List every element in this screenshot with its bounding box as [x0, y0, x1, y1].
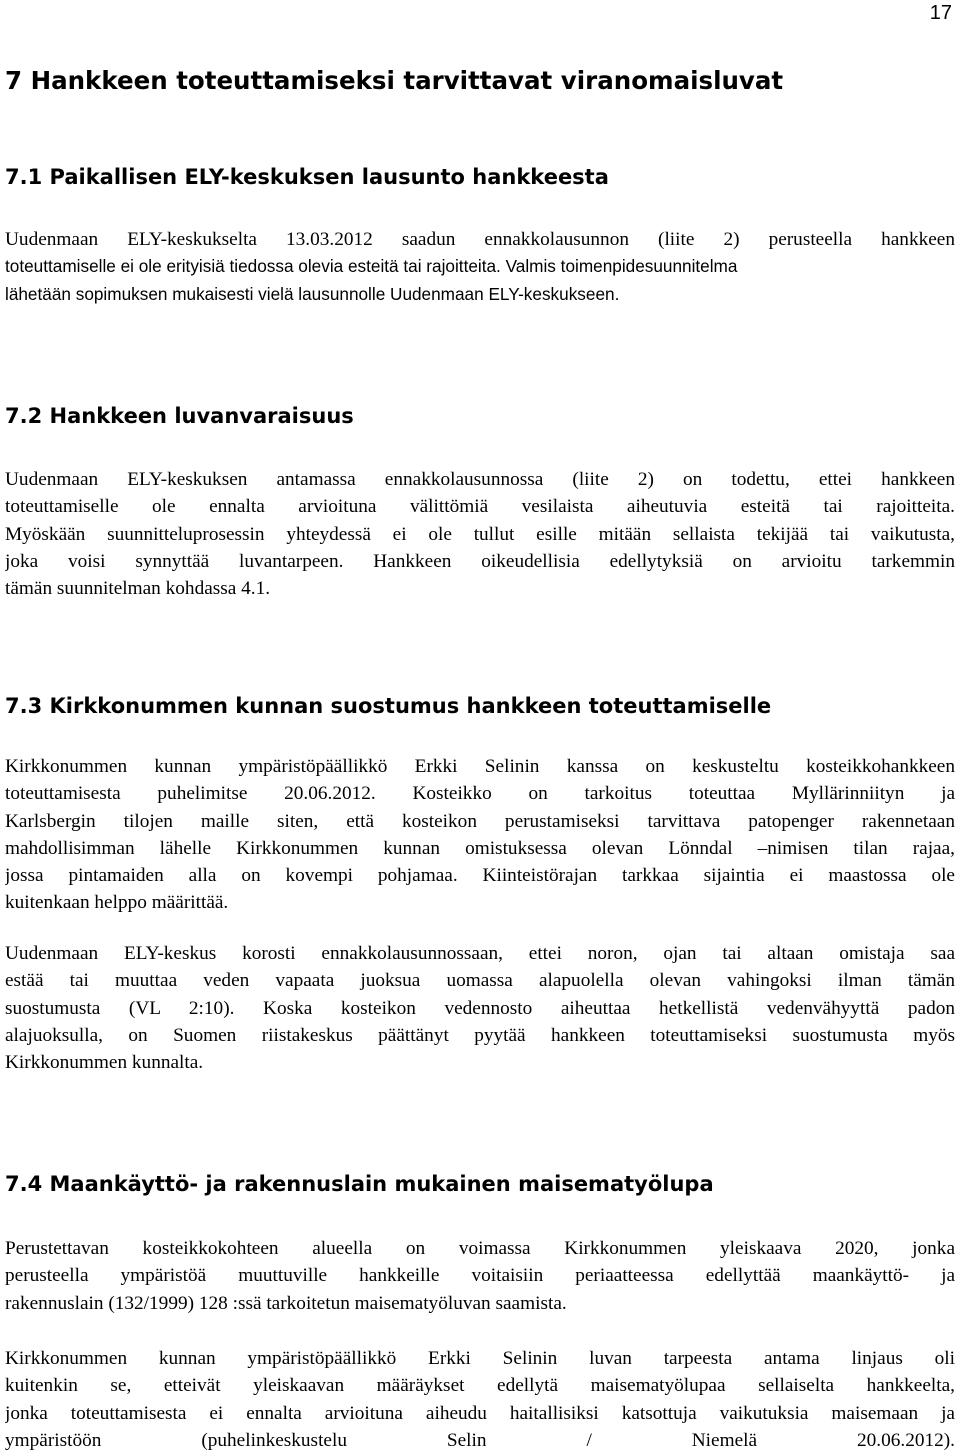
text-line: tämän suunnitelman kohdassa 4.1. [5, 578, 271, 600]
text-line: rakennuslain (132/1999) 128 :ssä tarkoitetun maisematyöluvan saamista. [5, 1292, 567, 1314]
section-7-4-paragraph-2 [5, 1345, 955, 1454]
section-7-2-heading: 7.2 Hankkeen luvanvaraisuus [5, 404, 354, 428]
text-line: Uudenmaan ELY-keskus korosti ennakkolausunnossaan, ettei noron, ojan tai altaan omistaja saa [5, 943, 955, 964]
text-line: Uudenmaan ELY-keskuksen antamassa ennakkolausunnossa (liite 2) on todettu, ettei hankkeen [5, 469, 955, 490]
section-7-1-paragraph [5, 226, 955, 308]
text-line: estää tai muuttaa veden vapaata juoksua uomassa alapuolella olevan vahingoksi ilman tämän [5, 970, 955, 992]
chapter-heading: 7 Hankkeen toteuttamiseksi tarvittavat viranomaisluvat [5, 66, 784, 95]
text-line: perusteella ympäristöä muuttuville hankkeille voitaisiin periaatteessa edellyttää maankäyttö- ja [5, 1265, 955, 1287]
text-line: alajuoksulla, on Suomen riistakeskus päättänyt pyytää hankkeen toteuttamiseksi suostumusta myös [5, 1024, 955, 1046]
text-line: toteuttamisesta puhelimitse 20.06.2012. Kosteikko on tarkoitus toteuttaa Myllärinniityn ja [5, 783, 955, 805]
text-line: Kirkkonummen kunnan ympäristöpäällikkö Erkki Selinin luvan tarpeesta antama linjaus oli [5, 1348, 955, 1369]
text-line: Uudenmaan ELY-keskukselta 13.03.2012 saadun ennakkolausunnon (liite 2) perusteella hankkeen [5, 229, 955, 250]
text-line: Karlsbergin tilojen maille siten, että kosteikon perustamiseksi tarvittava patopenger rakennetaan [5, 810, 955, 832]
section-7-3-heading: 7.3 Kirkkonummen kunnan suostumus hankkeen toteuttamiselle [5, 694, 772, 718]
text-line: toteuttamiselle ei ole erityisiä tiedossa olevia esteitä tai rajoitteita. Valmis toimenpidesuunnitelma [5, 256, 738, 277]
text-line: mahdollisimman lähelle Kirkkonummen kunnan omistuksessa olevan Lönndal –nimisen tilan rajaa, [5, 837, 955, 859]
text-line: lähetään sopimuksen mukaisesti vielä lausunnolle Uudenmaan ELY-keskukseen. [5, 283, 620, 304]
text-line: joka voisi synnyttää luvantarpeen. Hankkeen oikeudellisia edellytyksiä on arvioitu tarkemmin [5, 550, 955, 572]
section-7-4-paragraph-1 [5, 1235, 955, 1317]
page-number: 17 [929, 2, 952, 24]
text-line: Kirkkonummen kunnalta. [5, 1052, 204, 1074]
section-7-1-heading: 7.1 Paikallisen ELY-keskuksen lausunto hankkeesta [5, 165, 609, 189]
text-line: Kirkkonummen kunnan ympäristöpäällikkö Erkki Selinin kanssa on keskusteltu kosteikkohankkeen [5, 756, 955, 777]
text-line: Myöskään suunnitteluprosessin yhteydessä ei ole tullut esille mitään sellaista tekijää tai vaikutusta, [5, 523, 955, 545]
text-line: kuitenkaan helppo määrittää. [5, 892, 229, 914]
text-line: jossa pintamaiden alla on kovempi pohjamaa. Kiinteistörajan tarkkaa sijaintia ei maastossa ole [5, 865, 955, 887]
section-7-3-paragraph-2 [5, 940, 955, 1076]
text-line: toteuttamiselle ole ennalta arvioituna välittömiä vesilaista aiheutuvia esteitä tai rajoitteita. [5, 496, 955, 518]
text-line: Perustettavan kosteikkokohteen alueella on voimassa Kirkkonummen yleiskaava 2020, jonka [5, 1238, 955, 1259]
text-line: ympäristöön (puhelinkeskustelu Selin / Niemelä 20.06.2012). [5, 1429, 955, 1451]
section-7-2-paragraph [5, 466, 955, 602]
section-7-3-paragraph-1 [5, 753, 955, 917]
text-line: jonka toteuttamisesta ei ennalta arvioituna aiheudu haitallisiksi katsottuja vaikutuksia maisemaan ja [5, 1402, 955, 1424]
text-line: suostumusta (VL 2:10). Koska kosteikon vedennosto aiheuttaa hetkellistä vedenvähyyttä padon [5, 997, 955, 1019]
section-7-4-heading: 7.4 Maankäyttö- ja rakennuslain mukainen maisematyölupa [5, 1172, 714, 1196]
text-line: kuitenkin se, etteivät yleiskaavan määräykset edellytä maisematyölupaa sellaiselta hankkeelta, [5, 1375, 955, 1397]
